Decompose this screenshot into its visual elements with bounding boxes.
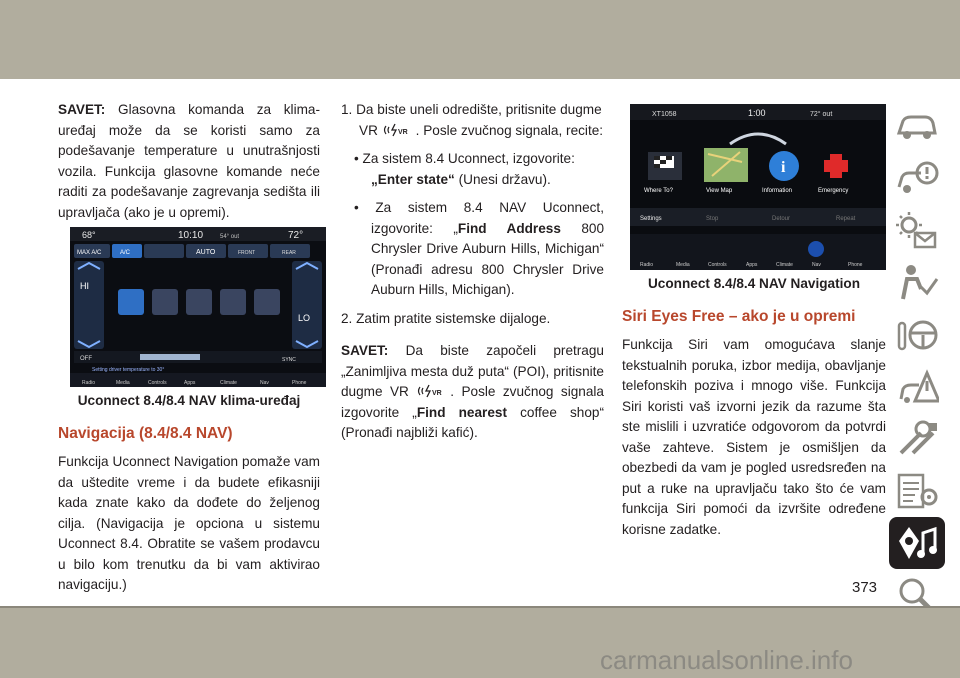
- bullet-1: • Za sistem 8.4 Uconnect, izgovorite: „Enter state“ (Unesi državu).: [354, 151, 575, 187]
- svg-text:i: i: [781, 159, 786, 176]
- climate-status: Setting driver temperature to 30°: [92, 367, 165, 373]
- list-gear-icon: [895, 471, 939, 511]
- nav-station: XT1058: [652, 111, 677, 118]
- climate-nav-nav: Nav: [260, 380, 269, 386]
- navigation-screenshot: [630, 104, 886, 270]
- sidebar-item-warning[interactable]: [889, 153, 945, 205]
- chapter-index-sidebar: [889, 101, 945, 673]
- column-1: [58, 100, 320, 596]
- section-heading-siri: Siri Eyes Free – ako je u opremi: [622, 307, 856, 325]
- climate-nav-radio: Radio: [82, 380, 96, 386]
- sidebar-item-maintenance[interactable]: [889, 413, 945, 465]
- tip-paragraph: [58, 100, 320, 223]
- person-check-icon: [895, 263, 939, 303]
- step-2: 2. Zatim pratite sistemske dijaloge.: [341, 310, 551, 326]
- column-2: [341, 100, 604, 444]
- nav-nav-nav: Nav: [812, 262, 821, 268]
- nav-menu-detour: Detour: [772, 216, 791, 222]
- climate-nav-apps: Apps: [184, 380, 196, 386]
- climate-outside: 54° out: [220, 234, 240, 240]
- car-warning-icon: [895, 159, 939, 199]
- nav-nav-media: Media: [676, 262, 690, 268]
- step-1-line-a: 1. Da biste uneli odredište, pritisnite dugme: [341, 102, 602, 117]
- sidebar-item-emergency[interactable]: [889, 361, 945, 413]
- climate-nav-controls: Controls: [148, 380, 167, 386]
- nav-menu-stop: Stop: [706, 216, 719, 222]
- climate-hi: HI: [80, 281, 89, 291]
- climate-temp-right: 72°: [288, 230, 304, 241]
- multimedia-icon: [895, 523, 939, 563]
- climate-nav-media: Media: [116, 380, 130, 386]
- climate-button-auto: AUTO: [196, 249, 216, 256]
- climate-lo: LO: [298, 313, 311, 323]
- navigation-figure-caption: Uconnect 8.4/8.4 NAV Navigation: [647, 276, 861, 291]
- nav-nav-radio: Radio: [640, 262, 654, 268]
- climate-time: 10:10: [178, 230, 204, 241]
- top-band: [0, 0, 960, 79]
- nav-tile-label-information: Information: [762, 188, 793, 194]
- sun-mail-icon: [895, 211, 939, 251]
- nav-nav-apps: Apps: [746, 262, 758, 268]
- nav-tile-label-emergency: Emergency: [818, 188, 849, 194]
- sidebar-item-vehicle[interactable]: [889, 101, 945, 153]
- climate-button-max: MAX A/C: [77, 250, 102, 256]
- tip-text: Glasovna komanda za klima-uređaj može da se koristi samo za podešavanje temperature u unutrašnjosti vozila. Funkcija glasovne komande neće raditi za podešavanje zagrevanja sedišta ili upravljača (ako je u opremi).: [58, 102, 320, 220]
- sidebar-item-specifications[interactable]: [889, 465, 945, 517]
- climate-nav-climate: Climate: [220, 380, 237, 386]
- tip-label: SAVET:: [58, 102, 106, 117]
- column-3: [622, 100, 886, 540]
- watermark: carmanualsonline.info: [600, 645, 853, 675]
- climate-button-ac: A/C: [120, 250, 131, 256]
- nav-menu-repeat: Repeat: [836, 216, 856, 222]
- voice-recognition-icon-2: [416, 384, 450, 398]
- climate-off: OFF: [80, 356, 92, 362]
- sidebar-item-starting[interactable]: [889, 205, 945, 257]
- climate-button-row: [74, 244, 310, 258]
- svg-text:VR: VR: [397, 128, 408, 136]
- svg-text:VR: VR: [432, 390, 442, 397]
- car-icon: [895, 107, 939, 147]
- page-number: 373: [852, 579, 878, 596]
- climate-figure-caption: Uconnect 8.4/8.4 NAV klima-uređaj: [77, 393, 301, 408]
- bullet-2: • Za sistem 8.4 NAV Uconnect, izgovorite: „Find Address 800 Chrysler Drive Auburn Hills, Michigan“ (Pronađi adresu 800 Chrysler Drive Auburn Hills, Michigan).: [354, 200, 604, 297]
- sidebar-item-driving[interactable]: [889, 309, 945, 361]
- climate-temp-left: 68°: [82, 230, 96, 240]
- emergency-triangle-icon: [895, 367, 939, 407]
- climate-button-rear: REAR: [282, 250, 296, 256]
- nav-nav-phone: Phone: [848, 262, 863, 268]
- step-1-line-b: VR VR . Posle zvučnog signala, recite:: [359, 122, 604, 138]
- tools-icon: [895, 419, 939, 459]
- nav-tile-label-where-to: Where To?: [644, 188, 673, 194]
- climate-button-front: FRONT: [238, 250, 256, 256]
- nav-time: 1:00: [748, 108, 766, 118]
- navigation-body: Funkcija Uconnect Navigation pomaže vam da uštedite vreme i da budete efikasniji kada znate kako da dođete do željenog cilja. (Navigacija je opciona u sistemu Uconnect 8.4. Obratite se vašem prodavcu u bilo kom trenutku da bi vam aktivirao navigaciju.): [58, 454, 320, 592]
- nav-tile-label-view-map: View Map: [706, 188, 733, 194]
- nav-menu-settings: Settings: [640, 216, 662, 222]
- tip-2-paragraph: SAVET: Da biste započeli pretragu „Zanimljiva mesta duž puta“ (POI), pritisnite dugme VR VR . Posle zvučnog signala izgovorite „Find nearest coffee shop“ (Pronađi najbliži kafić).: [341, 343, 605, 440]
- climate-screenshot: [70, 227, 326, 387]
- nav-nav-climate: Climate: [776, 262, 793, 268]
- nav-outside: 72° out: [810, 111, 833, 118]
- nav-nav-controls: Controls: [708, 262, 727, 268]
- climate-nav-phone: Phone: [292, 380, 307, 386]
- siri-body: Funkcija Siri vam omogućava slanje tekstualnih poruka, izbor medija, obavljanje telefonskih poziva i mnogo više. Funkcija Siri koristi vaš izvorni jezik da razume šta ste mislili i uzvratiće odgovorom da potvrdi vaše zahteve. Sistem je osmišljen da obezbedi da vam je pogled usredsređen na put a ruke na upravljaču tako što će vam funkcija Siri pomoći da izvršite određene korisne zadatke.: [622, 337, 886, 537]
- section-heading-navigation: Navigacija (8.4/8.4 NAV): [58, 424, 233, 442]
- climate-sync: SYNC: [282, 357, 296, 363]
- sidebar-item-multimedia[interactable]: [889, 517, 945, 569]
- steering-wheel-icon: [895, 315, 939, 355]
- voice-recognition-icon: [382, 123, 416, 137]
- sidebar-item-safety[interactable]: [889, 257, 945, 309]
